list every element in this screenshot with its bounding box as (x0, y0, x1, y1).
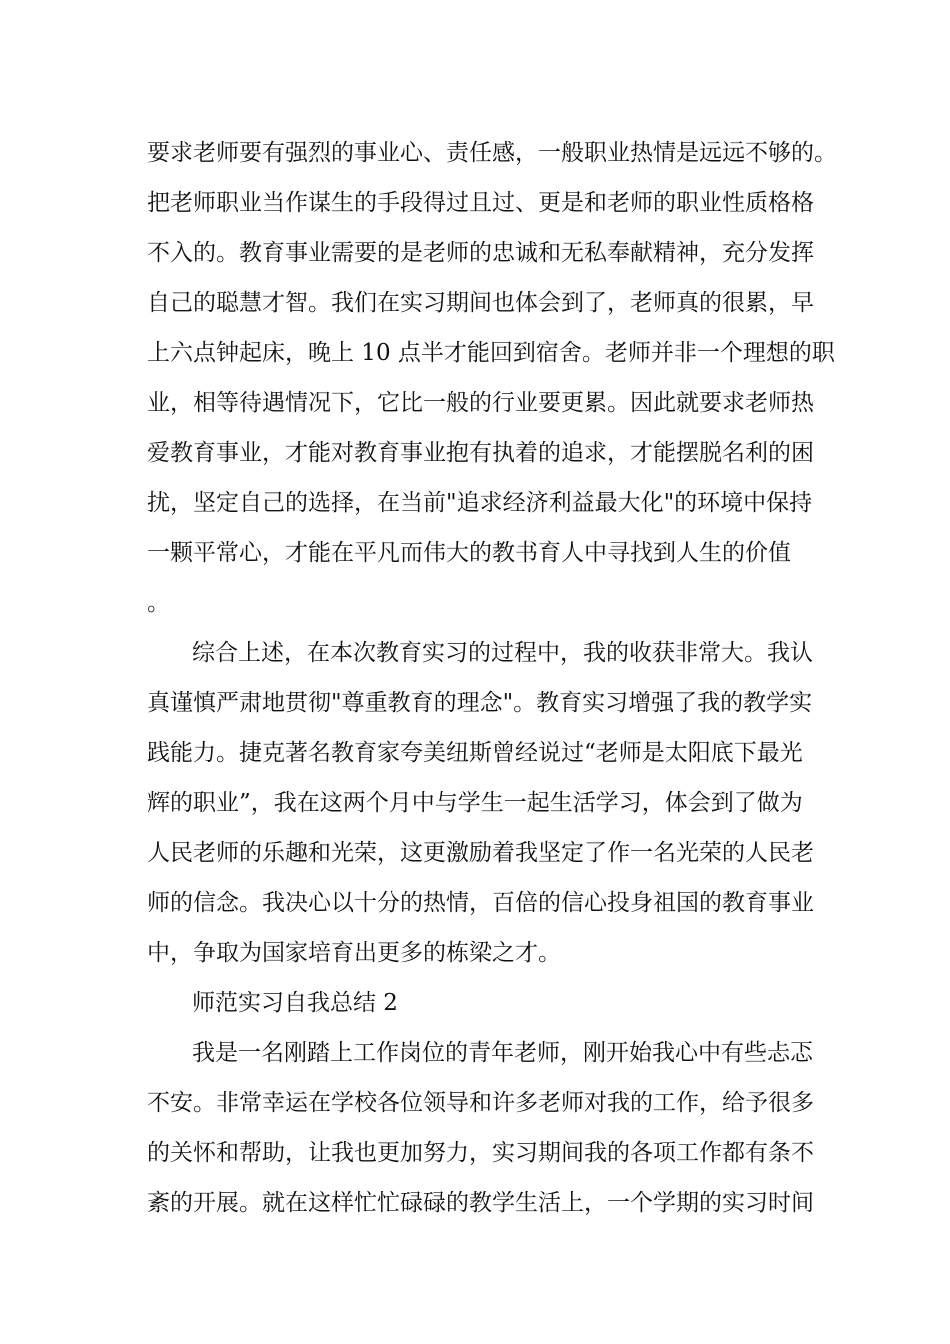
text-line: 上六点钟起床，晚上 10 点半才能回到宿舍。老师并非一个理想的职 (147, 340, 835, 366)
paragraph-start-line: 我是一名刚踏上工作岗位的青年老师，刚开始我心中有些忐忑 (192, 1040, 813, 1066)
text-line: 爱教育事业，才能对教育事业抱有执着的追求，才能摆脱名利的困 (147, 440, 814, 466)
text-line: 扰，坚定自己的选择，在当前"追求经济利益最大化"的环境中保持 (147, 490, 813, 516)
text-line: 。 (147, 590, 170, 616)
text-line: 业，相等待遇情况下，它比一般的行业要更累。因此就要求老师热 (147, 390, 814, 416)
text-line: 要求老师要有强烈的事业心、责任感，一般职业热情是远远不够的。 (147, 140, 837, 166)
text-line: 把老师职业当作谋生的手段得过且过、更是和老师的职业性质格格 (147, 190, 814, 216)
text-line: 不入的。教育事业需要的是老师的忠诚和无私奉献精神，充分发挥 (147, 240, 814, 266)
section-heading: 师范实习自我总结 2 (192, 990, 398, 1016)
text-line: 践能力。捷克著名教育家夸美纽斯曾经说过“老师是太阳底下最光 (147, 740, 803, 766)
text-line: 中，争取为国家培育出更多的栋梁之才。 (147, 940, 561, 966)
text-line: 师的信念。我决心以十分的热情，百倍的信心投身祖国的教育事业 (147, 890, 814, 916)
text-line: 的关怀和帮助，让我也更加努力，实习期间我的各项工作都有条不 (147, 1140, 814, 1166)
text-line: 辉的职业”，我在这两个月中与学生一起生活学习，体会到了做为 (147, 790, 803, 816)
text-line: 一颗平常心，才能在平凡而伟大的教书育人中寻找到人生的价值 (147, 540, 791, 566)
text-line: 不安。非常幸运在学校各位领导和许多老师对我的工作，给予很多 (147, 1090, 814, 1116)
text-line: 紊的开展。就在这样忙忙碌碌的教学生活上，一个学期的实习时间 (147, 1190, 814, 1216)
text-line: 自己的聪慧才智。我们在实习期间也体会到了，老师真的很累，早 (147, 290, 814, 316)
text-line: 真谨慎严肃地贯彻"尊重教育的理念"。教育实习增强了我的教学实 (147, 690, 813, 716)
text-line: 人民老师的乐趣和光荣，这更激励着我坚定了作一名光荣的人民老 (147, 840, 814, 866)
paragraph-start-line: 综合上述，在本次教育实习的过程中，我的收获非常大。我认 (192, 640, 813, 666)
